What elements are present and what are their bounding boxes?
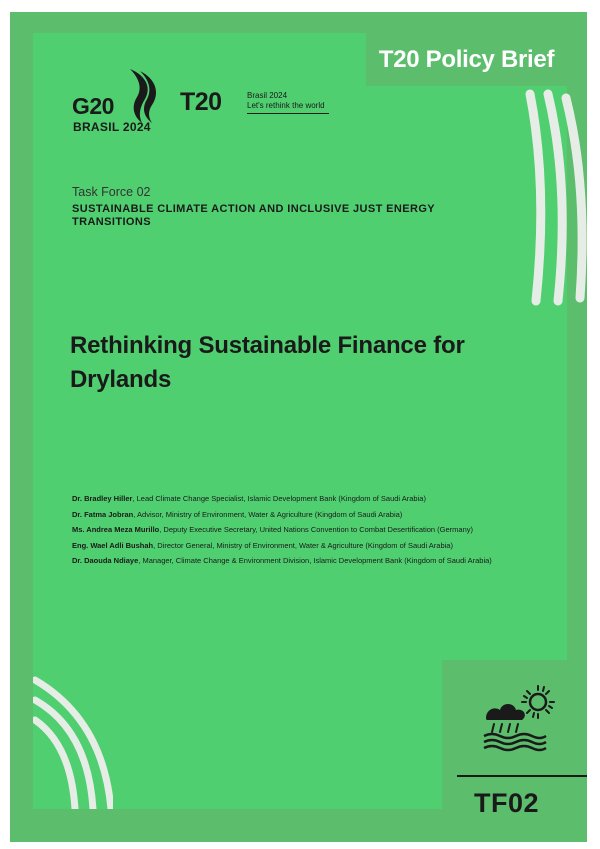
document-title-line2: Drylands (70, 366, 172, 393)
sun-cloud-rain-water-icon (480, 684, 560, 754)
author-entry (72, 538, 552, 554)
author-name: Dr. Bradley Hiller (72, 494, 133, 503)
t20-logo-sub-line2: Let's rethink the world (247, 101, 325, 110)
author-role: , Advisor, Ministry of Environment, Water & Agriculture (Kingdom of Saudi Arabia) (133, 509, 403, 519)
author-list (72, 491, 552, 569)
author-name: Dr. Daouda Ndiaye (72, 556, 139, 565)
t20-logo-text: T20 (180, 88, 222, 116)
decorative-arcs-left (33, 660, 113, 809)
policy-brief-label: T20 Policy Brief (366, 33, 567, 86)
t20-logo-underline (247, 113, 329, 114)
decorative-arcs-right (500, 86, 587, 306)
task-force-label: Task Force 02 (72, 185, 151, 199)
author-role: , Director General, Ministry of Environment, Water & Agriculture (Kingdom of Saudi Arabia) (153, 540, 453, 550)
task-force-title: SUSTAINABLE CLIMATE ACTION AND INCLUSIVE JUST ENERGY TRANSITIONS (72, 203, 435, 228)
author-entry (72, 522, 552, 538)
author-role: , Lead Climate Change Specialist, Islamic Development Bank (Kingdom of Saudi Arabia) (132, 494, 426, 503)
t20-logo-sub-line1: Brasil 2024 (247, 91, 288, 100)
author-entry (72, 553, 552, 569)
author-entry (72, 507, 552, 523)
author-entry (72, 491, 552, 507)
author-role: , Manager, Climate Change & Environment Division, Islamic Development Bank (Kingdom of Saudi Arabia) (138, 556, 492, 565)
author-name: Ms. Andrea Meza Murillo (72, 525, 160, 534)
author-name: Dr. Fatma Jobran (72, 509, 134, 519)
author-role: , Deputy Executive Secretary, United Nations Convention to Combat Desertification (Germany) (159, 525, 473, 534)
document-title-line1: Rethinking Sustainable Finance for (70, 332, 465, 359)
document-title (70, 329, 510, 397)
g20-logo-subtext: BRASIL 2024 (73, 120, 151, 134)
g20-logo-text: G20 (72, 93, 114, 119)
task-force-code: TF02 (474, 788, 540, 818)
badge-divider (457, 775, 587, 777)
author-name: Eng. Wael Adli Bushah (72, 540, 154, 550)
